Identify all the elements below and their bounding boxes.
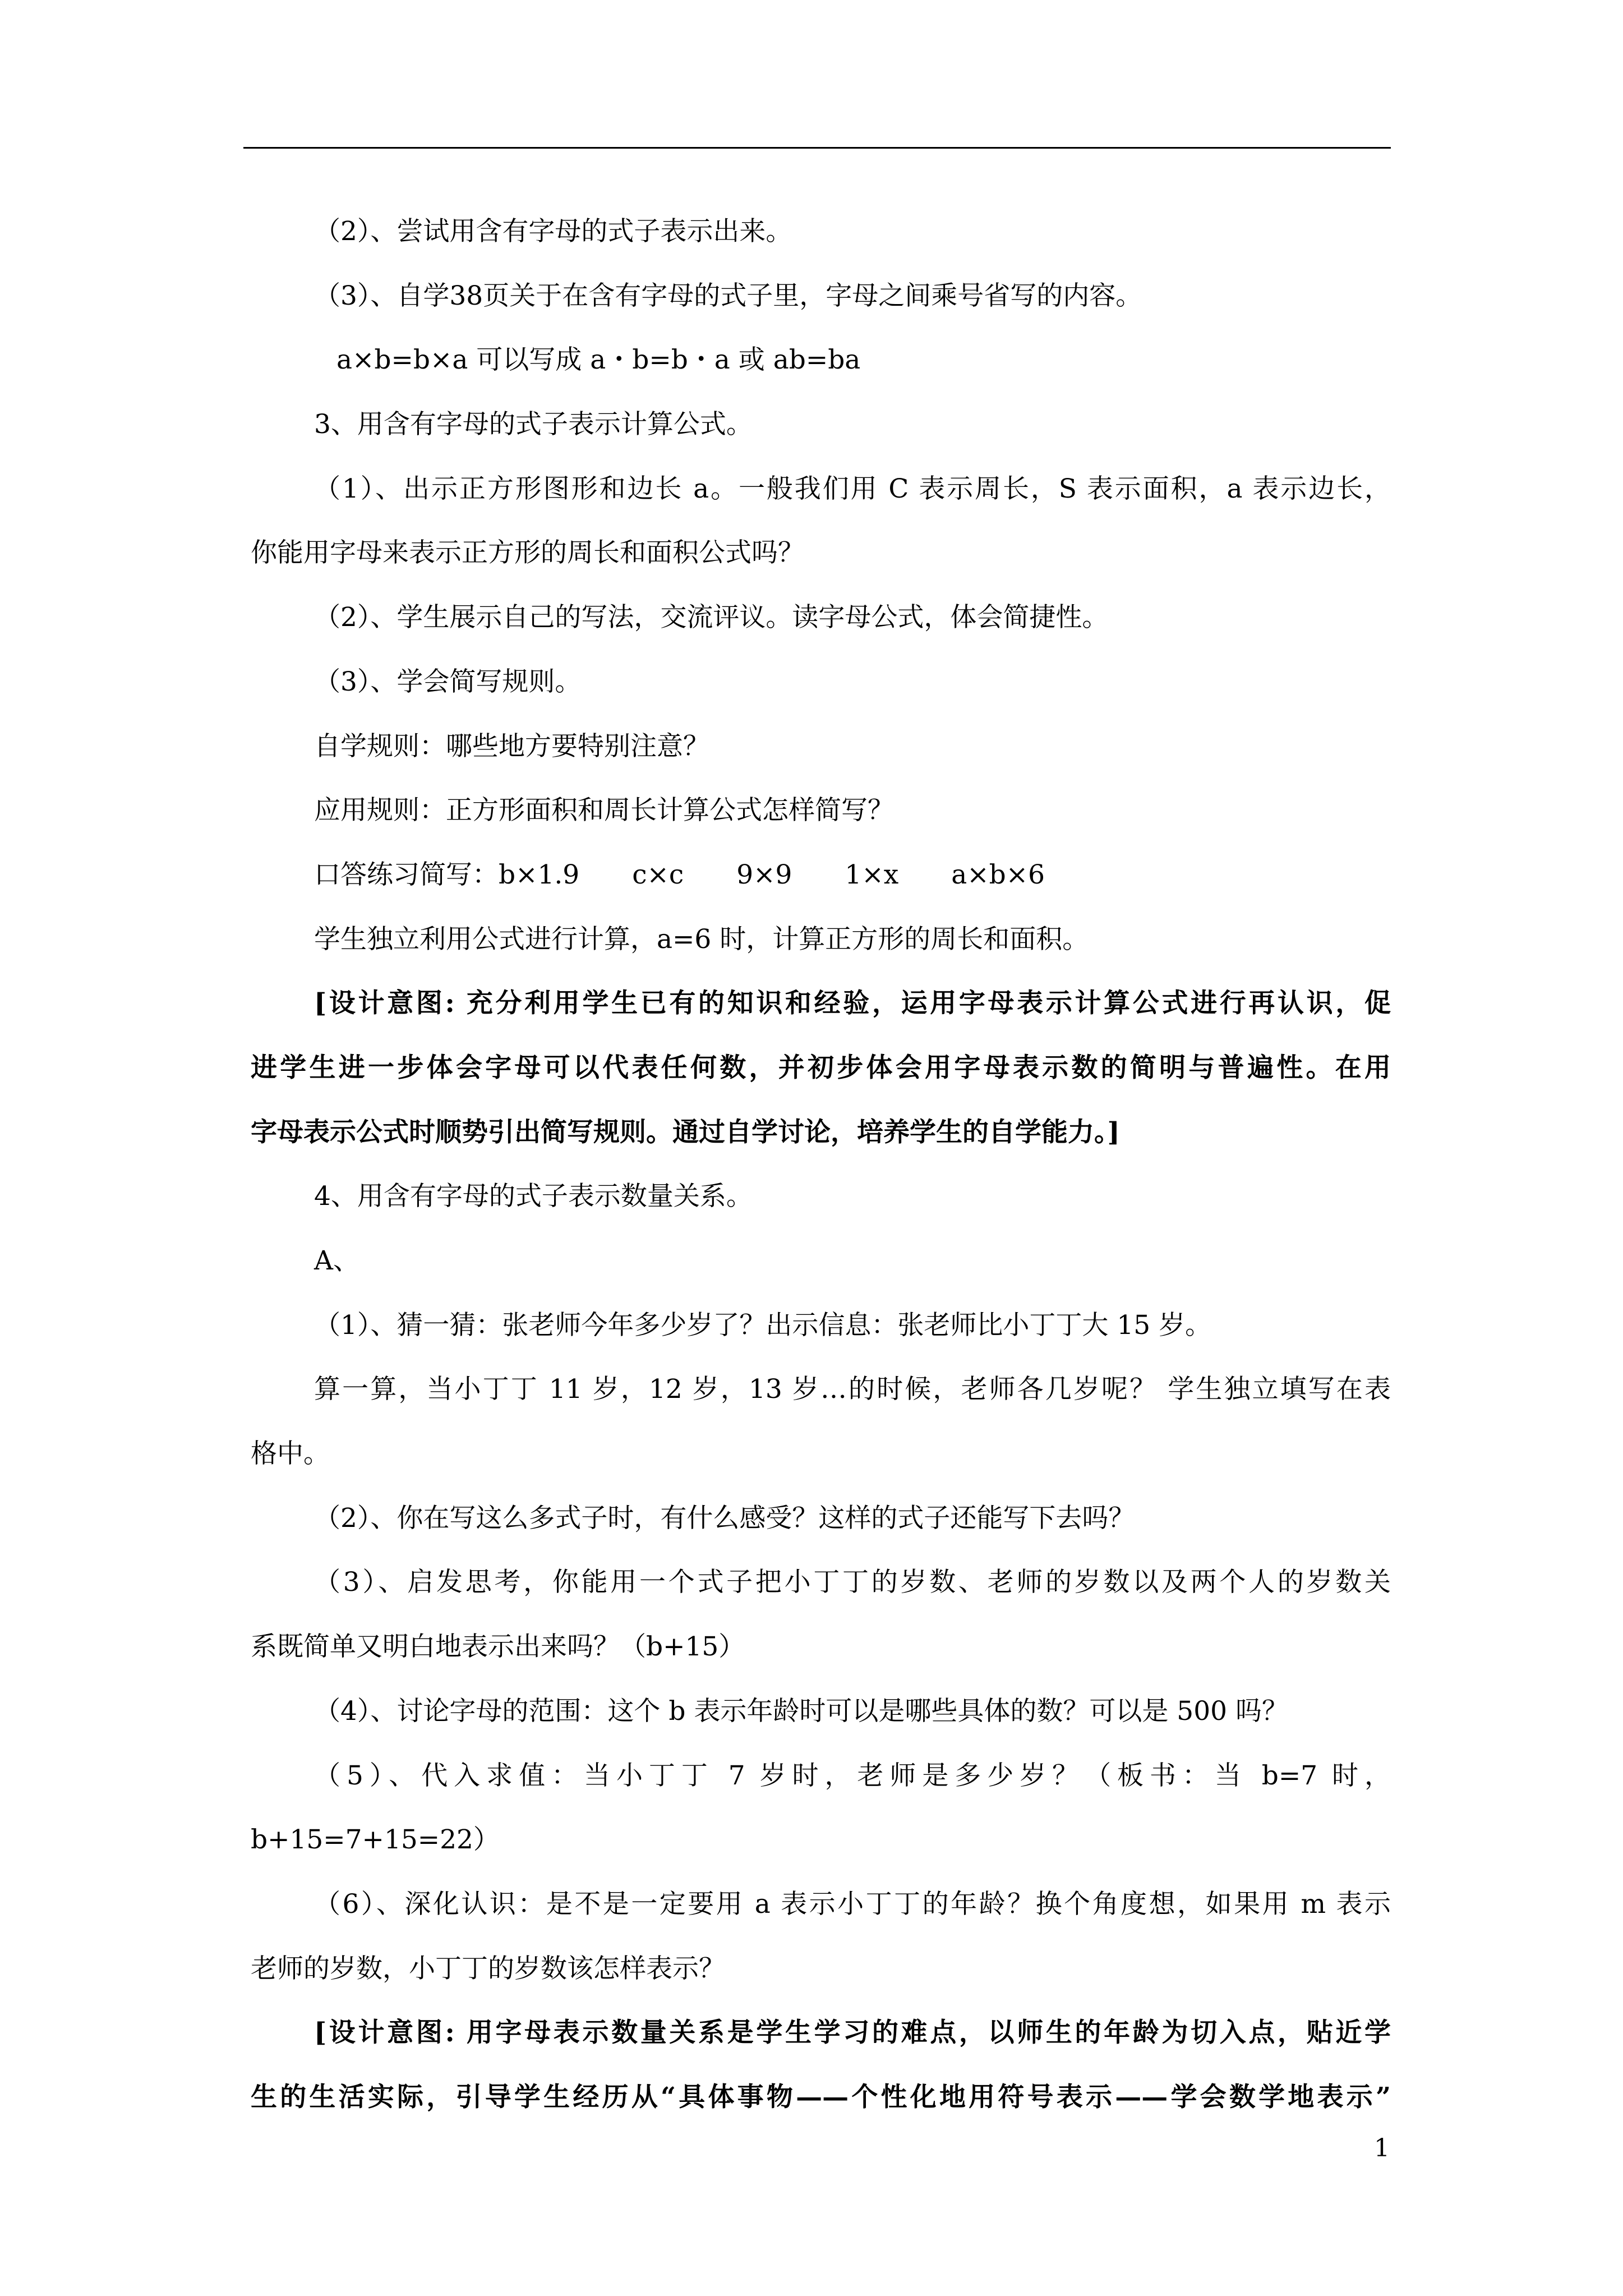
design-intent-line: 进学生进一步体会字母可以代表任何数，并初步体会用字母表示数的简明与普遍性。在用: [251, 1052, 1391, 1083]
text-line: （3）、启发思考，你能用一个式子把小丁丁的岁数、老师的岁数以及两个人的岁数关: [314, 1567, 1391, 1598]
text-line: 老师的岁数，小丁丁的岁数该怎样表示？: [251, 1953, 725, 1984]
header-rule: [243, 147, 1391, 149]
page-number: 1: [1374, 2134, 1390, 2162]
text-line: 口答练习简写：b×1.9 c×c 9×9 1×x a×b×6: [314, 859, 1045, 890]
text-line: （2）、学生展示自己的写法，交流评议。读字母公式，体会简捷性。: [314, 602, 1109, 633]
text-line: 4、用含有字母的式子表示数量关系。: [314, 1181, 753, 1212]
text-line: a×b=b×a 可以写成 a・b=b・a 或 ab=ba: [336, 344, 861, 376]
design-intent-line: 生的生活实际，引导学生经历从“具体事物——个性化地用符号表示——学会数学地表示”: [251, 2081, 1391, 2113]
text-line: （2）、你在写这么多式子时，有什么感受？这样的式子还能写下去吗？: [314, 1502, 1135, 1534]
text-line: （3）、学会简写规则。: [314, 666, 582, 697]
text-line: 算一算，当小丁丁 11 岁，12 岁，13 岁…的时候，老师各几岁呢？ 学生独立填写在表: [314, 1374, 1391, 1405]
text-line: （2）、尝试用含有字母的式子表示出来。: [314, 216, 792, 247]
text-line: 3、用含有字母的式子表示计算公式。: [314, 409, 753, 440]
document-body: [251, 200, 1391, 2130]
design-intent-line: [设计意图: 用字母表示数量关系是学生学习的难点，以师生的年龄为切入点，贴近学: [314, 2017, 1391, 2049]
text-line: 格中。: [251, 1438, 330, 1470]
design-intent-line: 字母表示公式时顺势引出简写规则。通过自学讨论，培养学生的自学能力。]: [251, 1116, 1120, 1148]
text-line: 你能用字母来表示正方形的周长和面积公式吗？: [251, 537, 804, 569]
text-line: （3）、自学38页关于在含有字母的式子里，字母之间乘号省写的内容。: [314, 280, 1142, 311]
text-line: A、: [314, 1245, 359, 1276]
text-line: （5）、代入求值：当小丁丁 7 岁时，老师是多少岁？（板书：当 b=7 时，: [314, 1760, 1391, 1791]
text-line: 自学规则：哪些地方要特别注意？: [314, 730, 709, 762]
design-intent-line: [设计意图: 充分利用学生已有的知识和经验，运用字母表示计算公式进行再认识，促: [314, 988, 1391, 1019]
text-line: （4）、讨论字母的范围：这个 b 表示年龄时可以是哪些具体的数？可以是 500 吗？: [314, 1695, 1288, 1727]
text-line: 系既简单又明白地表示出来吗？（b+15）: [251, 1631, 745, 1663]
text-line: （6）、深化认识：是不是一定要用 a 表示小丁丁的年龄？换个角度想，如果用 m 表示: [314, 1888, 1391, 1920]
text-line: 学生独立利用公式进行计算，a=6 时，计算正方形的周长和面积。: [314, 923, 1089, 955]
text-line: b+15=7+15=22）: [251, 1824, 500, 1856]
text-line: （1）、出示正方形图形和边长 a。一般我们用 C 表示周长，S 表示面积，a 表示边长，: [314, 473, 1391, 504]
text-line: 应用规则：正方形面积和周长计算公式怎样简写？: [314, 795, 894, 826]
text-line: （1）、猜一猜：张老师今年多少岁了？出示信息：张老师比小丁丁大 15 岁。: [314, 1309, 1212, 1341]
